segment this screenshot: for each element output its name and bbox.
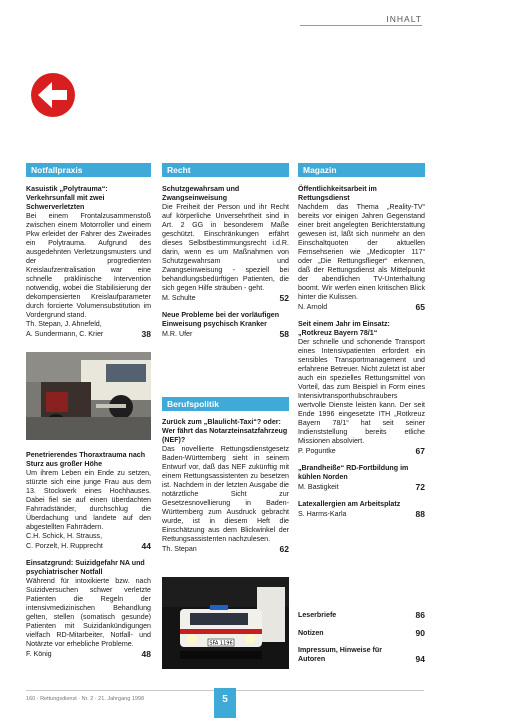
photo-crashed-scooter [26, 352, 151, 440]
header-rule [300, 25, 422, 26]
column-notfallpraxis-top [26, 185, 151, 347]
article-summary: Um ihrem Leben ein Ende zu setzen, stürzte sich eine junge Frau aus dem 13. Stockwerk eines Hochhauses. Dabei fiel sie auf einen überdachten Fahrradständer, durchschlug die Überdachung und landete auf den abgestellten Fahrrädern. [26, 469, 151, 531]
page-number: 62 [279, 544, 289, 554]
section-band-notfallpraxis: Notfallpraxis [26, 163, 151, 177]
misc-title: Notizen [298, 629, 324, 637]
article-title: Latexallergien am Arbeitsplatz [298, 500, 401, 508]
article-author: A. Sundermann, C. Krier [26, 330, 104, 338]
article-author: Th. Stepan [162, 545, 197, 553]
article-author: C.H. Schick, H. Strauss, [26, 532, 103, 540]
misc-list [298, 610, 425, 664]
misc-item [298, 646, 425, 664]
article [26, 185, 151, 339]
footer-text: 160 · Rettungsdienst · Nr. 2 · 21. Jahrgang 1998 [26, 696, 145, 702]
article-byline [162, 544, 289, 554]
article-author: M. Bastigkeit [298, 483, 339, 491]
article-summary: Nachdem das Thema „Reality-TV“ bereits vor einigen Jahren Gegenstand einer breit angelegten Berichterstattung gewesen ist, läßt sich nunmehr an den Einschaltquoten der aktuellen Fernsehserien wie „Medicopter 117“ oder „Die Rettungsflieger“ erkennen, daß der Rettungsdienst als Mittelpunkt der abendlichen TV-Unterhaltung boomt. Wir werfen einen kritischen Blick hinter die Kulissen. [298, 203, 425, 301]
article-author: S. Harms-Karla [298, 510, 347, 518]
article-title: Seit einem Jahr im Einsatz: „Rotkreuz Bayern 78/1“ [298, 320, 390, 337]
article-author: C. Porzelt, H. Rupprecht [26, 542, 103, 550]
page-number: 88 [415, 509, 425, 519]
photo-ambulance [162, 577, 289, 669]
section-band-magazin: Magazin [298, 163, 425, 177]
misc-item [298, 628, 425, 638]
page-number: 90 [415, 628, 425, 638]
article-title: Penetrierendes Thoraxtrauma nach Sturz aus großer Höhe [26, 451, 146, 468]
page-number-badge: 5 [214, 688, 236, 718]
page-number: 65 [415, 302, 425, 312]
article-byline [298, 482, 425, 492]
article-title: „Brandheiße“ RD-Fortbildung im kühlen Norden [298, 464, 409, 481]
article-author: M. Schulte [162, 294, 196, 302]
article [298, 185, 425, 312]
article-byline [298, 509, 425, 519]
article-byline [26, 541, 151, 551]
misc-title: Impressum, Hinweise für Autoren [298, 646, 382, 663]
article-byline [162, 329, 289, 339]
page-number: 72 [415, 482, 425, 492]
page-number: 86 [415, 610, 425, 620]
article-author: M.R. Ufer [162, 330, 193, 338]
article-byline [162, 293, 289, 303]
article-author: Th. Stepan, J. Ahnefeld, [26, 320, 102, 328]
page-number: 52 [279, 293, 289, 303]
article-summary: Die Freiheit der Person und ihr Recht auf körperliche Unversehrtheit sind in Art. 2 GG in besonderem Maße geschützt. Einschränkungen erfährt dieses Selbstbestimmungsrecht i.d.R. darin, wenn es um Maßnahmen von Schutzgewahrsam und Zwangseinweisung - speziell bei behandlungsbedürftigen Patienten, die sich gegen Hilfe sträuben - geht. [162, 203, 289, 292]
article-byline [26, 649, 151, 659]
article [162, 311, 289, 339]
article [162, 418, 289, 554]
article [162, 185, 289, 303]
page-number: 38 [141, 329, 151, 339]
article-summary: Während für intoxikierte bzw. nach Suizidversuchen schwer verletzte Patienten die Regeln der intensivmedizinischen Behandlung gelten, stellen (somatisch gesunde) Patienten mit Suizidankündigungen vielfach RD-Mitarbeiter, Notfall- und Notärzte vor erhebliche Probleme. [26, 577, 151, 648]
page-number: 48 [141, 649, 151, 659]
article-author: P. Poguntke [298, 447, 336, 455]
article-title: Einsatzgrund: Suizidgefahr NA und psychiatrischer Notfall [26, 559, 145, 576]
section-label: INHALT [386, 14, 422, 24]
section-band-berufspolitik: Berufspolitik [162, 397, 289, 411]
article-title: Öffentlichkeitsarbeit im Rettungsdienst [298, 185, 377, 202]
article-summary: Das novellierte Rettungsdienstgesetz Baden-Württemberg sieht in seinem Entwurf vor, daß das NEF zukünftig mit einem Rettungsassistenten zu besetzen ist. Nachdem in der letzten Ausgabe die notärztliche Sicht zur Gesetzesnovellierung in Baden-Württemberg zum Ausdruck gebracht wurde, ist in diesem Heft die Einschätzung aus dem Blickwinkel der Rettungsassistenten nachzulesen. [162, 445, 289, 543]
article-author: N. Arnold [298, 303, 328, 311]
article-byline [26, 329, 151, 339]
page-number: 94 [415, 654, 425, 664]
article-byline [298, 302, 425, 312]
article [26, 451, 151, 551]
column-notfallpraxis-bottom [26, 451, 151, 667]
section-band-recht: Recht [162, 163, 289, 177]
misc-item [298, 610, 425, 620]
article-title: Zurück zum „Blaulicht-Taxi“? oder: Wer fährt das Notarzteinsatzfahrzeug (NEF)? [162, 418, 288, 444]
article-byline [298, 446, 425, 456]
column-recht [162, 185, 289, 347]
article-title: Neue Probleme bei der vorläufigen Einweisung psychisch Kranker [162, 311, 280, 328]
article [298, 320, 425, 456]
page-number: 44 [141, 541, 151, 551]
article [298, 464, 425, 492]
article-author: F. König [26, 650, 52, 658]
article-summary: Der schnelle und schonende Transport eines Intensivpatienten erfordert ein sensibles Transportmanagement und erfahrene Betreuer. Nicht zuletzt ist aber auch ein spezielles Rettungsmittel von Vorteil, das zum Beispiel in Form eines Intensivtransporthubschraubers wertvolle Dienste leisten kann. Der seit Ende 1996 eingesetzte ITH „Rotkreuz Bayern 78/1“ hat seit seiner Indienststellung bereits etliche Missionen absolviert. [298, 338, 425, 445]
left-arrow-circle-icon [30, 72, 76, 118]
article-title: Schutzgewahrsam und Zwangseinweisung [162, 185, 240, 202]
article-title: Kasuistik „Polytrauma“: Verkehrsunfall mit zwei Schwerverletzten [26, 185, 108, 211]
license-plate: SFA 1196 [209, 640, 233, 647]
column-magazin [298, 185, 425, 527]
article-summary: Bei einem Frontalzusammenstoß zwischen einem Motorroller und einem Pkw erleidet der Fahrer des Zweirades ein Polytrauma. Aufgrund des ausgedehnten Verletzungsmusters und der progredienten Kreislaufzentralisation war eine schnelle präklinische Intervention notwendig, wobei die Stabilisierung der dekompensierten Kreislaufparameter durch forcierte Volumensubstitution im Vordergrund stand. [26, 212, 151, 319]
page-number: 58 [279, 329, 289, 339]
column-berufspolitik [162, 418, 289, 562]
article [26, 559, 151, 659]
page-number: 67 [415, 446, 425, 456]
misc-title: Leserbriefe [298, 611, 337, 619]
article [298, 500, 425, 519]
